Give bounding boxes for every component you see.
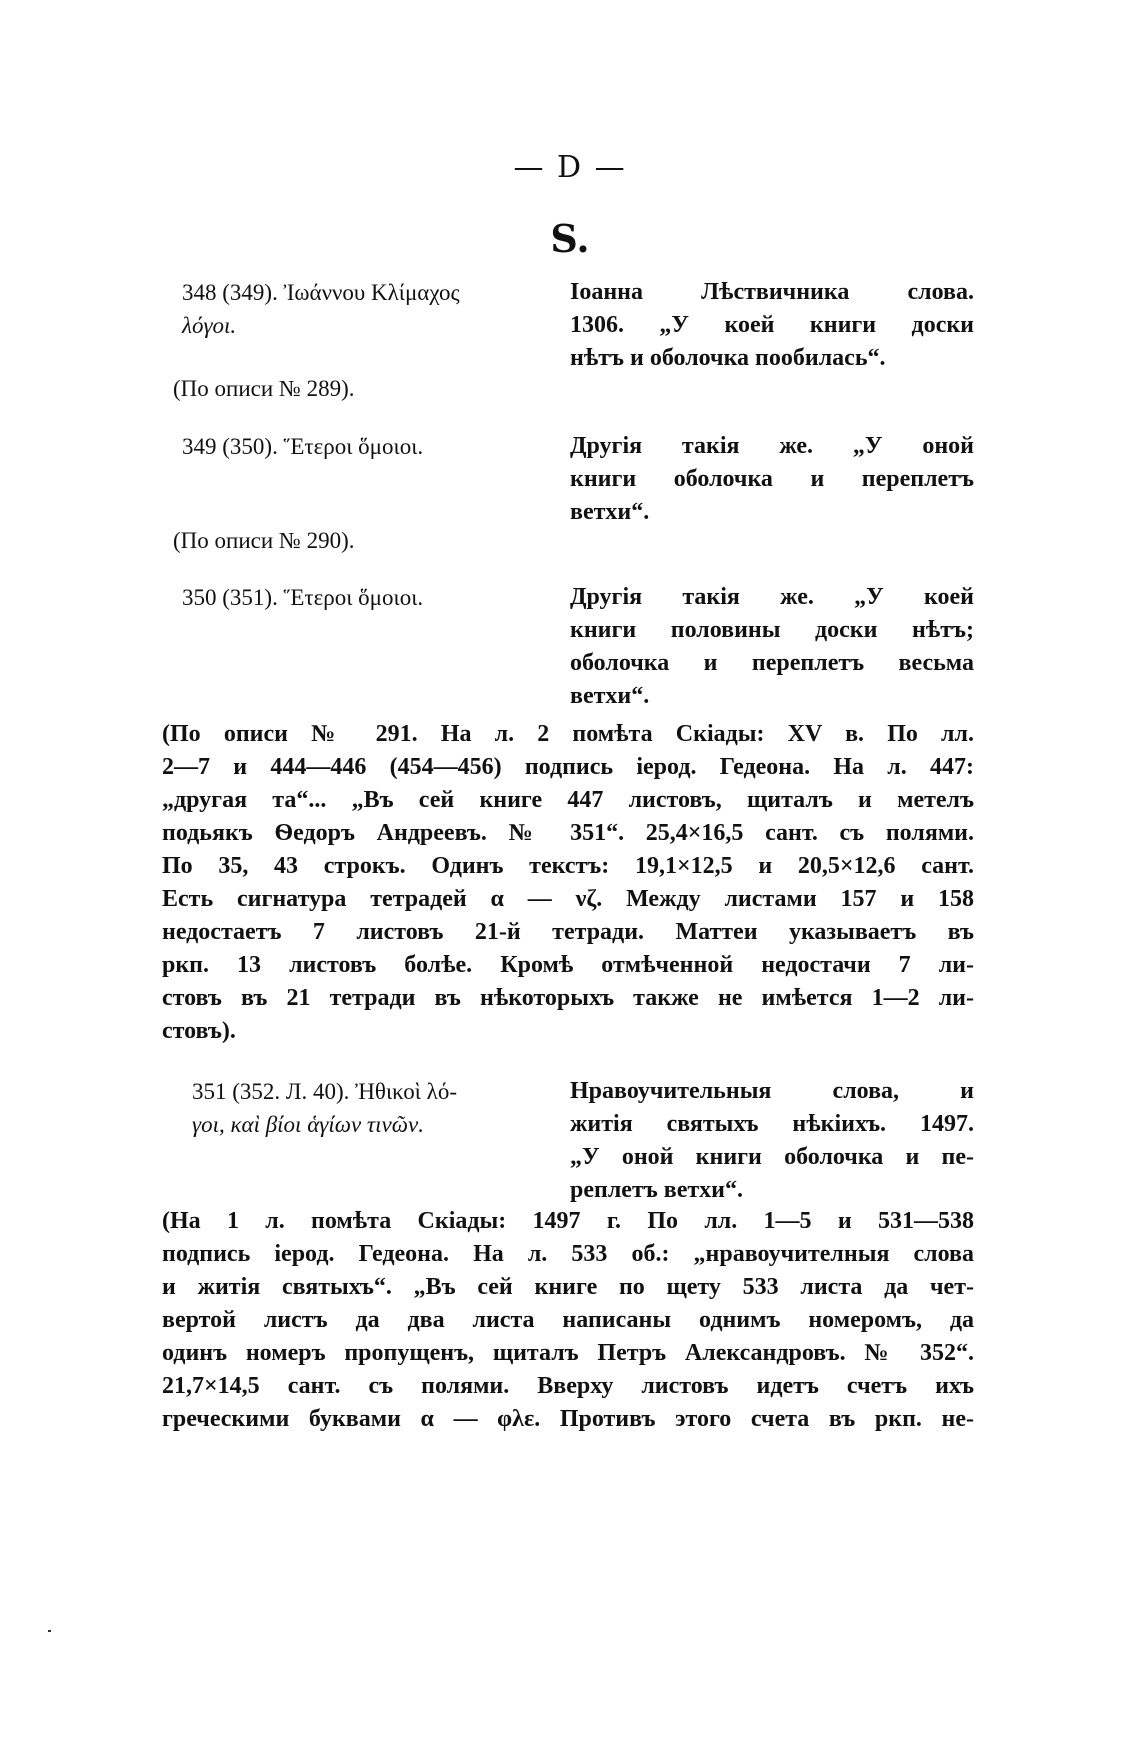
note-line: подьякъ Ѳедоръ Андреевъ. № 351“. 25,4×16,5 сант. съ полями.	[162, 820, 974, 846]
description-line: оболочка и переплетъ весьма	[570, 650, 974, 676]
note-line: стовъ).	[162, 1018, 236, 1044]
description-line: ветхи“.	[570, 499, 650, 525]
entry-350-description	[570, 581, 974, 713]
entry-348-description	[570, 276, 974, 375]
section-letter: S.	[550, 216, 590, 261]
entry-350-note	[162, 718, 974, 1048]
scan-speck	[48, 1630, 51, 1632]
entry-348-title	[182, 276, 562, 342]
note-line: Есть сигнатура тетрадей α — νζ. Между листами 157 и 158	[162, 886, 974, 912]
note-line: недостаетъ 7 листовъ 21-й тетради. Маттеи указываетъ въ	[162, 919, 974, 945]
entry-351-note	[162, 1205, 974, 1436]
note-line: (На 1 л. помѣта Скіады: 1497 г. По лл. 1—5 и 531—538	[162, 1208, 974, 1234]
entry-title-line: λόγοι.	[182, 313, 237, 338]
description-line: Іоанна Лѣствичника слова.	[570, 279, 974, 305]
description-line: книги половины доски нѣтъ;	[570, 617, 974, 643]
note-line: 2—7 и 444—446 (454—456) подпись іерод. Гедеона. На л. 447:	[162, 754, 974, 780]
entry-350-title	[182, 581, 562, 614]
note-line: греческими буквами α — φλε. Противъ этого счета въ ркп. не-	[162, 1406, 974, 1432]
note-line: 21,7×14,5 сант. съ полями. Вверху листовъ идетъ счетъ ихъ	[162, 1373, 974, 1399]
entry-title-line: 350 (351). Ἕτεροι ὅμοιοι.	[182, 585, 424, 610]
note-line: подпись іерод. Гедеона. На л. 533 об.: „нравоучителныя слова	[162, 1241, 974, 1267]
note-line: и житія святыхъ“. „Въ сей книге по щету 533 листа да чет-	[162, 1274, 974, 1300]
entry-351-description	[570, 1075, 974, 1207]
note-line: стовъ въ 21 тетради въ нѣкоторыхъ также не имѣется 1—2 ли-	[162, 985, 974, 1011]
entry-349-ref: (По описи № 290).	[173, 528, 355, 553]
description-line: 1306. „У коей книги доски	[570, 312, 974, 338]
page-marker: — D —	[513, 150, 627, 185]
note-line: вертой листъ да два листа написаны однимъ номеромъ, да	[162, 1307, 974, 1333]
description-line: Нравоучительныя слова, и	[570, 1078, 974, 1104]
description-line: Другія такія же. „У оной	[570, 433, 974, 459]
description-line: ветхи“.	[570, 683, 650, 709]
entry-349-description	[570, 430, 974, 529]
entry-349-title	[182, 430, 562, 463]
note-line: „другая та“... „Въ сей книге 447 листовъ, щиталъ и метелъ	[162, 787, 974, 813]
description-line: житія святыхъ нѣкіихъ. 1497.	[570, 1111, 974, 1137]
description-line: книги оболочка и переплетъ	[570, 466, 974, 492]
note-line: ркп. 13 листовъ болѣе. Кромѣ отмѣченной недостачи 7 ли-	[162, 952, 974, 978]
description-line: „У оной книги оболочка и пе-	[570, 1144, 974, 1170]
note-line: По 35, 43 строкъ. Одинъ текстъ: 19,1×12,5 и 20,5×12,6 сант.	[162, 853, 974, 879]
description-line: нѣтъ и оболочка пообилась“.	[570, 345, 886, 371]
description-line: реплетъ ветхи“.	[570, 1177, 743, 1203]
entry-title-line: 348 (349). Ἰωάννου Κλίμαχος	[182, 280, 460, 305]
entry-title-line: 351 (352. Л. 40). Ἠθικοὶ λό-	[192, 1079, 457, 1104]
entry-title-line: 349 (350). Ἕτεροι ὅμοιοι.	[182, 434, 424, 459]
description-line: Другія такія же. „У коей	[570, 584, 974, 610]
note-line: (По описи № 291. На л. 2 помѣта Скіады: XV в. По лл.	[162, 721, 974, 747]
note-line: одинъ номеръ пропущенъ, щиталъ Петръ Александровъ. № 352“.	[162, 1340, 974, 1366]
entry-348-ref: (По описи № 289).	[173, 376, 355, 401]
entry-title-line: γοι, καὶ βίοι ἁγίων τινῶν.	[192, 1112, 424, 1137]
entry-351-title	[192, 1075, 562, 1141]
